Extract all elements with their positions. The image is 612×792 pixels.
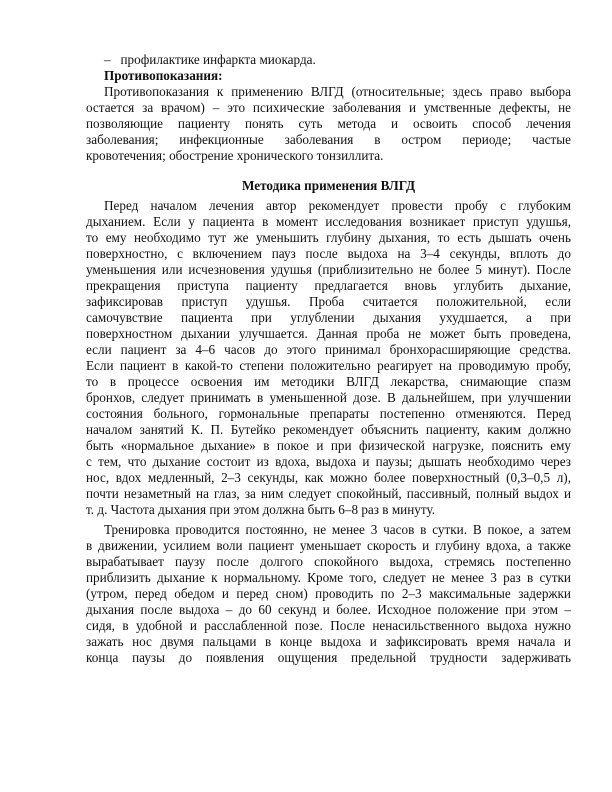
- text-line: вырабатывает паузу после долгого спокойного выдоха, стремясь постепенно: [86, 554, 571, 569]
- text-line: состояния больного, гормональные препараты постепенно отменяются. Перед: [86, 406, 571, 421]
- text-line: зафиксировав приступ удушья. Проба считается положительной, если: [86, 294, 571, 309]
- text-line: т. д. Частота дыхания при этом должна быть 6–8 раз в минуту.: [86, 502, 436, 517]
- paragraph-1: [86, 198, 571, 518]
- text-line: Если пациент в какой-то степени положительно реагирует на проводимую пробу,: [86, 358, 571, 373]
- text-line: приблизить дыхание к нормальному. Кроме того, следует не менее 3 раз в сутки: [86, 570, 571, 585]
- text-line: почти незаметный на глаз, за ним следует спокойный, пассивный, полный выдох и: [86, 486, 571, 501]
- text-line: (утром, перед обедом и перед сном) проводить по 2–3 максимальные задержки: [86, 586, 571, 601]
- text-line: дыхания после выдоха – до 60 секунд и более. Исходное положение при этом –: [86, 602, 571, 617]
- bullet-marker: –: [104, 52, 111, 67]
- text-line: то ему необходимо тут же уменьшить глубину дыхания, то есть дышать очень: [86, 230, 571, 245]
- text-line: с тем, что дыхание состоит из вдоха, выдоха и паузы; дышать необходимо через: [86, 454, 571, 469]
- text-line: нос, вдох медленный, 2–3 секунды, как можно более поверхностный (0,3–0,5 л),: [86, 470, 571, 485]
- section-title: Методика применения ВЛГД: [241, 178, 416, 193]
- text-line: остается за врачом) – это психические заболевания и умственные дефекты, не: [86, 100, 571, 115]
- text-line: сидя, в удобной и расслабленной позе. После ненасильственного выдоха нужно: [86, 618, 571, 633]
- paragraph-2: [86, 522, 571, 666]
- contraindications-title: Противопоказания:: [104, 68, 223, 83]
- contraindications-paragraph: [86, 84, 571, 164]
- text-line: то в процессе освоения им методики ВЛГД лекарства, снимающие спазм: [86, 374, 571, 389]
- text-line: самочувствие пациента при углублении дыхания ухудшается, а при: [86, 310, 571, 325]
- text-line: кровотечения; обострение хронического тонзиллита.: [86, 148, 384, 163]
- text-line: бронхов, следует принимать в уменьшенной дозе. В дальнейшем, при улучшении: [86, 390, 571, 405]
- text-line: дыханием. Если у пациента в момент исследования возникает приступ удушья,: [86, 214, 571, 229]
- bullet-text: профилактике инфаркта миокарда.: [120, 52, 316, 67]
- text-line: зажать нос двумя пальцами в конце выдоха и зафиксировать время начала и: [86, 634, 571, 649]
- text-line: поверхностно, с включением пауз после выдоха на 3–4 секунды, вплоть до: [86, 246, 571, 261]
- text-line: началом занятий К. П. Бутейко рекомендует объяснить пациенту, каким должно: [86, 422, 571, 437]
- text-line: заболевания; инфекционные заболевания в остром периоде; частые: [86, 132, 571, 147]
- text-line: уменьшения или исчезновения удушья (приблизительно не более 5 минут). После: [86, 262, 571, 277]
- text-line: быть «нормальное дыхание» в покое и при физической нагрузке, пояснить ему: [86, 438, 571, 453]
- document-body: [86, 52, 571, 666]
- text-line: Перед началом лечения автор рекомендует провести пробу с глубоким: [104, 198, 571, 213]
- text-line: если пациент за 4–6 часов до этого принимал бронхорасширяющие средства.: [86, 342, 571, 357]
- text-line: позволяющие пациенту понять суть метода и освоить способ лечения: [86, 116, 571, 131]
- bullet-item: [86, 52, 571, 68]
- text-line: конца паузы до появления ощущения предельной трудности задерживать: [86, 650, 571, 665]
- text-line: Тренировка проводится постоянно, не менее 3 часов в сутки. В покое, а затем: [104, 522, 571, 537]
- text-line: в движении, усилием воли пациент уменьшает скорость и глубину вдоха, а также: [86, 538, 571, 553]
- text-line: прекращения приступа пациенту предлагается вновь углубить дыхание,: [86, 278, 571, 293]
- text-line: Противопоказания к применению ВЛГД (относительные; здесь право выбора: [104, 84, 571, 99]
- text-line: поверхностном дыхании улучшается. Данная проба не может быть проведена,: [86, 326, 571, 341]
